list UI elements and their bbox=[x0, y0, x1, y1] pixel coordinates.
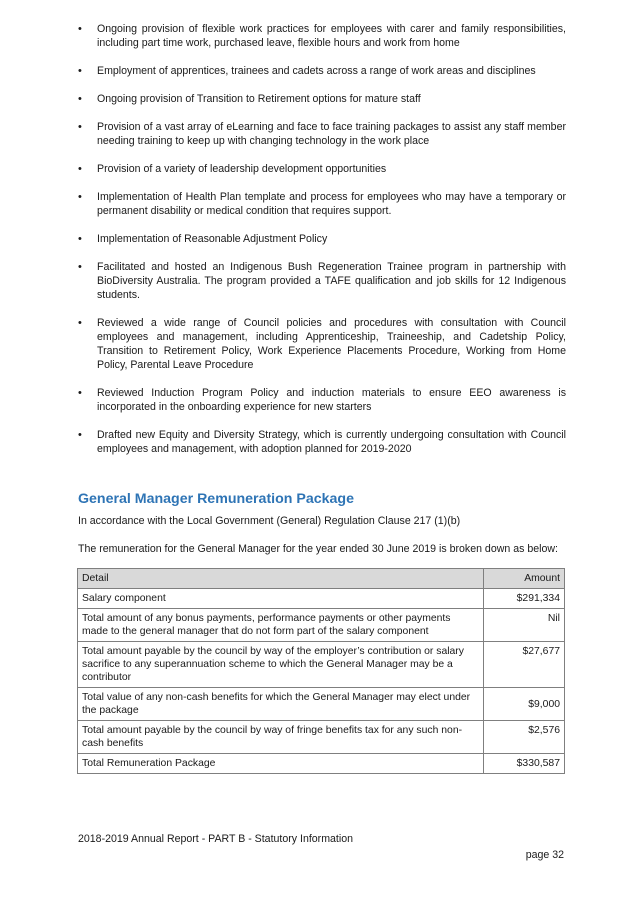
section-heading: General Manager Remuneration Package bbox=[78, 491, 354, 507]
amount-cell: $291,334 bbox=[484, 589, 565, 609]
list-item-text: Reviewed Induction Program Policy and induction materials to ensure EEO awareness is incorporated in the onboarding experience for new starters bbox=[97, 387, 566, 413]
list-item-text: Implementation of Health Plan template and process for employees who may have a temporary or permanent disability or medical condition that requires support. bbox=[97, 191, 566, 217]
amount-cell: $2,576 bbox=[484, 721, 565, 754]
list-item bbox=[78, 316, 566, 372]
detail-cell: Total Remuneration Package bbox=[78, 754, 484, 774]
eeo-achievements-list bbox=[78, 22, 566, 470]
list-item bbox=[78, 162, 566, 176]
amount-cell: $27,677 bbox=[484, 642, 565, 688]
list-item bbox=[78, 260, 566, 302]
bullet-icon: • bbox=[78, 23, 82, 35]
page-number: page 32 bbox=[525, 849, 564, 861]
table-row bbox=[78, 688, 565, 721]
list-item-text: Provision of a variety of leadership development opportunities bbox=[97, 163, 387, 175]
bullet-icon: • bbox=[78, 261, 82, 273]
bullet-icon: • bbox=[78, 317, 82, 329]
detail-cell: Total amount payable by the council by way of the employer’s contribution or salary sacrifice to any superannuation scheme to which the General Manager may be a contributor bbox=[78, 642, 484, 688]
amount-column-header: Amount bbox=[484, 569, 565, 589]
amount-cell: Nil bbox=[484, 609, 565, 642]
list-item bbox=[78, 22, 566, 50]
table-header-row bbox=[78, 569, 565, 589]
list-item-text: Ongoing provision of Transition to Retirement options for mature staff bbox=[97, 93, 421, 105]
footer-report-title: 2018-2019 Annual Report - PART B - Statutory Information bbox=[78, 833, 354, 845]
remuneration-table bbox=[77, 568, 565, 774]
bullet-icon: • bbox=[78, 93, 82, 105]
list-item-text: Facilitated and hosted an Indigenous Bush Regeneration Trainee program in partnership with BioDiversity Australia. The program provided a TAFE qualification and job skills for 12 Indigenous students. bbox=[97, 261, 566, 301]
bullet-icon: • bbox=[78, 191, 82, 203]
amount-cell: $330,587 bbox=[484, 754, 565, 774]
table-row bbox=[78, 721, 565, 754]
detail-cell: Salary component bbox=[78, 589, 484, 609]
regulation-paragraph: In accordance with the Local Government (General) Regulation Clause 217 (1)(b) bbox=[78, 515, 461, 527]
list-item bbox=[78, 190, 566, 218]
list-item bbox=[78, 92, 566, 106]
bullet-icon: • bbox=[78, 121, 82, 133]
list-item bbox=[78, 120, 566, 148]
detail-cell: Total value of any non-cash benefits for which the General Manager may elect under the package bbox=[78, 688, 484, 721]
list-item-text: Reviewed a wide range of Council policies and procedures with consultation with Council employees and management, including Apprenticeship, Traineeship, and Cadetship Policy, Transition to Retirement Policy, Work Experience Placements Procedure, Working from Home Policy, Parental Leave Procedure bbox=[97, 317, 566, 371]
list-item-text: Implementation of Reasonable Adjustment Policy bbox=[97, 233, 328, 245]
list-item bbox=[78, 386, 566, 414]
bullet-icon: • bbox=[78, 387, 82, 399]
table-row bbox=[78, 589, 565, 609]
intro-paragraph: The remuneration for the General Manager for the year ended 30 June 2019 is broken down as below: bbox=[78, 543, 558, 555]
amount-cell: $9,000 bbox=[484, 688, 565, 721]
bullet-icon: • bbox=[78, 163, 82, 175]
list-item-text: Employment of apprentices, trainees and cadets across a range of work areas and disciplines bbox=[97, 65, 536, 77]
table-row bbox=[78, 754, 565, 774]
bullet-icon: • bbox=[78, 65, 82, 77]
bullet-icon: • bbox=[78, 233, 82, 245]
list-item bbox=[78, 428, 566, 456]
detail-cell: Total amount payable by the council by way of fringe benefits tax for any such non-cash benefits bbox=[78, 721, 484, 754]
detail-column-header: Detail bbox=[78, 569, 484, 589]
bullet-icon: • bbox=[78, 429, 82, 441]
list-item bbox=[78, 232, 566, 246]
detail-cell: Total amount of any bonus payments, performance payments or other payments made to the general manager that do not form part of the salary component bbox=[78, 609, 484, 642]
table-row bbox=[78, 642, 565, 688]
list-item bbox=[78, 64, 566, 78]
list-item-text: Drafted new Equity and Diversity Strategy, which is currently undergoing consultation with Council employees and management, with adoption planned for 2019-2020 bbox=[97, 429, 566, 455]
list-item-text: Provision of a vast array of eLearning and face to face training packages to assist any staff member needing training to keep up with changing technology in the work place bbox=[97, 121, 566, 147]
table-row bbox=[78, 609, 565, 642]
list-item-text: Ongoing provision of flexible work practices for employees with carer and family responsibilities, including part time work, purchased leave, flexible hours and work from home bbox=[97, 23, 566, 49]
